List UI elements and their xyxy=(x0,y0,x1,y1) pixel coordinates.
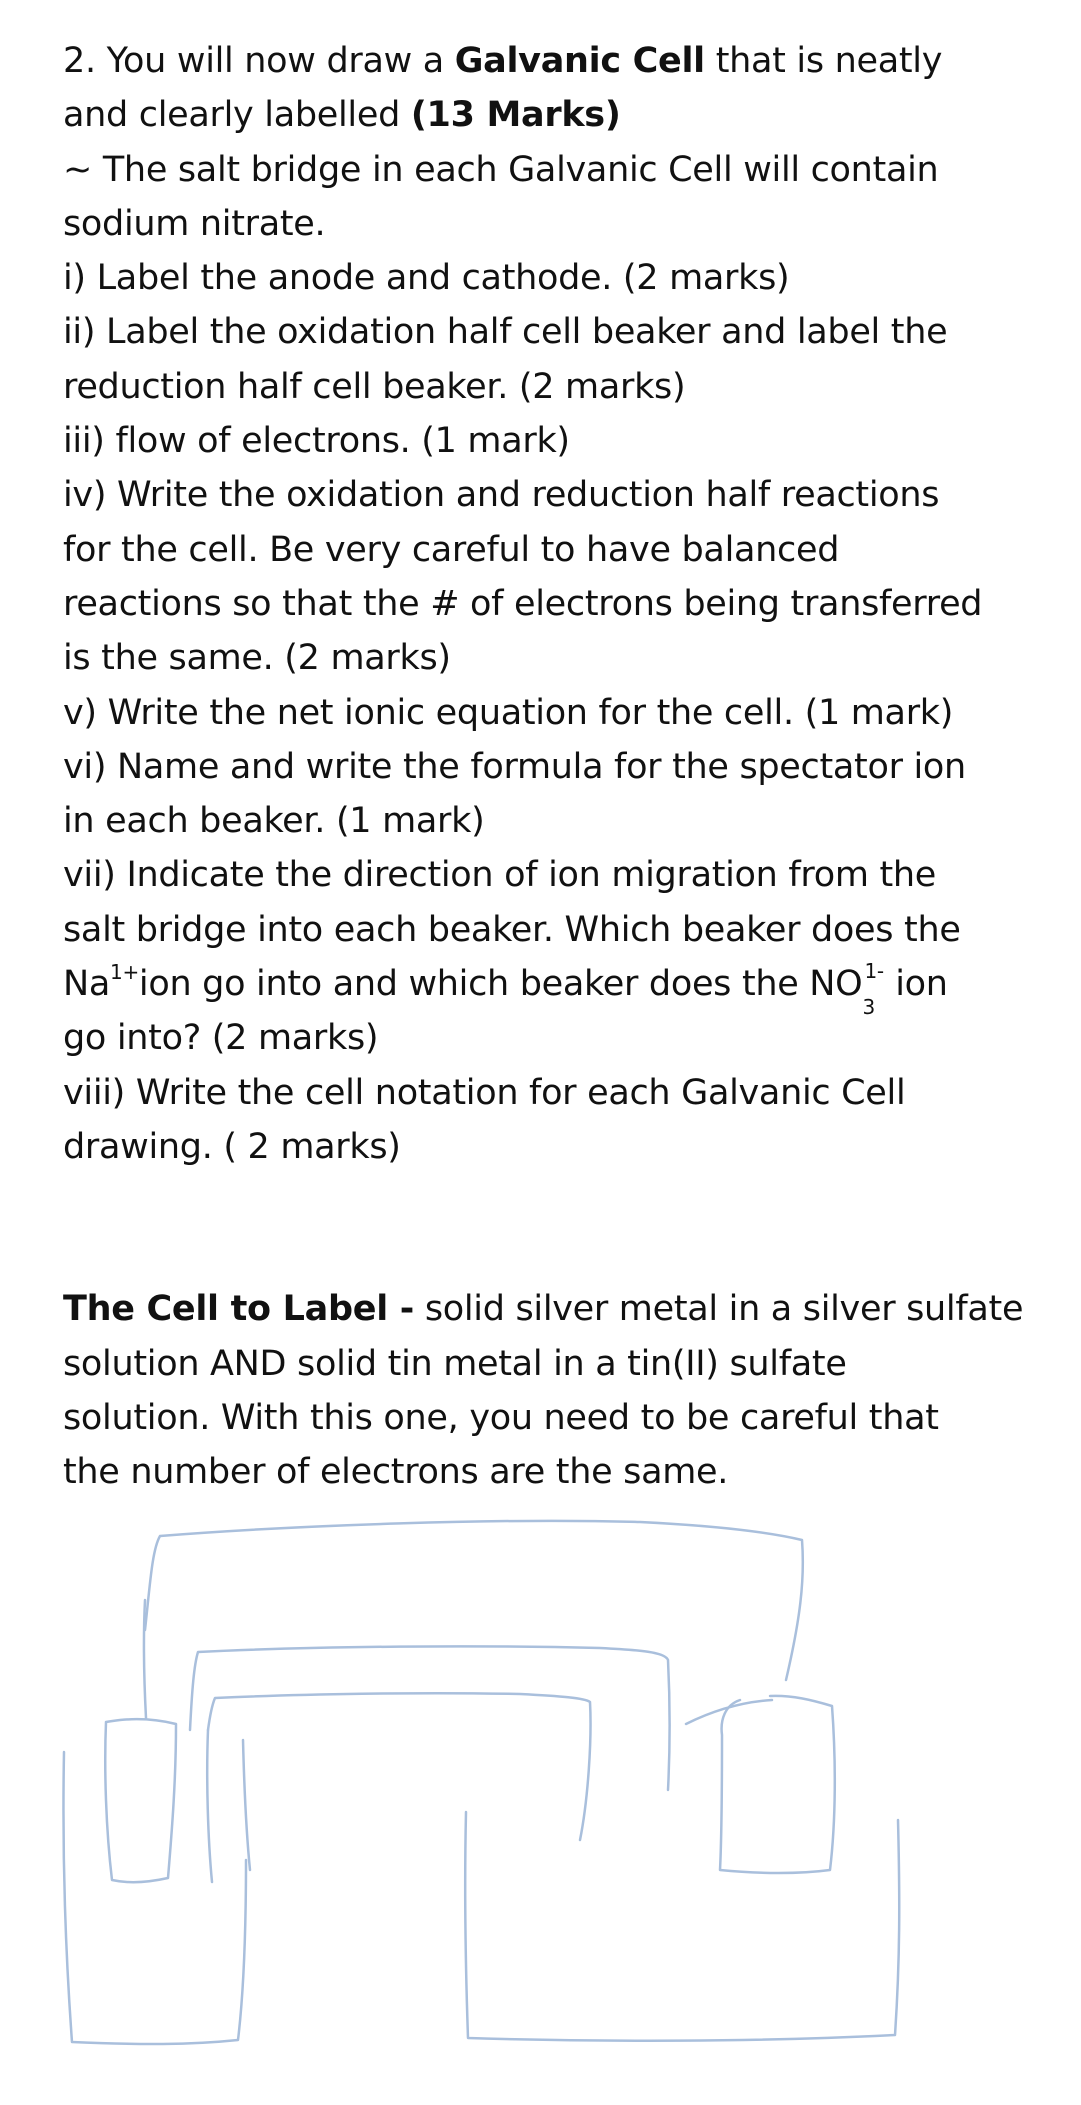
item-i: i) Label the anode and cathode. (2 marks) xyxy=(63,258,790,299)
item-ii-line2: reduction half cell beaker. (2 marks) xyxy=(63,366,686,407)
right-beaker xyxy=(465,1812,899,2041)
cell-to-label: The Cell to Label - solid silver metal in a silver sulfate xyxy=(63,1289,1024,1330)
nitrate-ion-charge: 1- xyxy=(864,959,884,984)
cell-to-label-heading: The Cell to Label - xyxy=(63,1289,414,1330)
item-v: v) Write the net ionic equation for the cell. (1 mark) xyxy=(63,692,954,733)
sodium-ion-charge: 1+ xyxy=(110,960,139,985)
nitrate-ion-subscript: 3 xyxy=(862,995,875,1020)
item-vii-line4: go into? (2 marks) xyxy=(63,1018,379,1059)
salt-bridge-left-leg xyxy=(207,1730,212,1882)
worksheet-content xyxy=(63,34,1053,1499)
question-intro-line2: and clearly labelled (13 Marks) xyxy=(63,95,621,136)
question-number: 2. xyxy=(63,41,96,81)
galvanic-cell-term: Galvanic Cell xyxy=(454,41,705,81)
item-iv-line2: for the cell. Be very careful to have balanced xyxy=(63,529,840,570)
salt-bridge-note: ~ The salt bridge in each Galvanic Cell will contain xyxy=(63,149,939,190)
galvanic-cell-sketch xyxy=(0,1490,1081,2105)
right-electrode-wire xyxy=(686,1700,772,1724)
left-electrode xyxy=(105,1719,176,1882)
item-iv-line4: is the same. (2 marks) xyxy=(63,638,451,679)
right-electrode xyxy=(720,1696,835,1873)
item-viii: viii) Write the cell notation for each Galvanic Cell xyxy=(63,1072,906,1113)
item-ii: ii) Label the oxidation half cell beaker and label the xyxy=(63,312,948,353)
salt-bridge-left-leg-outer xyxy=(243,1740,250,1870)
left-beaker xyxy=(63,1752,246,2044)
item-viii-line2: drawing. ( 2 marks) xyxy=(63,1126,401,1167)
item-iii: iii) flow of electrons. (1 mark) xyxy=(63,421,570,462)
salt-bridge-outer xyxy=(190,1646,670,1790)
item-iv-line3: reactions so that the # of electrons being transferred xyxy=(63,583,983,624)
spacer xyxy=(63,1174,1053,1282)
total-marks: (13 Marks) xyxy=(410,95,621,136)
question-intro: 2. You will now draw a Galvanic Cell that is neatly xyxy=(63,41,943,81)
item-vii-line2: salt bridge into each beaker. Which beaker does the xyxy=(63,909,961,950)
item-vi-line2: in each beaker. (1 mark) xyxy=(63,801,485,842)
salt-bridge-note-line2: sodium nitrate. xyxy=(63,203,326,244)
outer-wire-stroke xyxy=(145,1521,803,1680)
salt-bridge-inner xyxy=(208,1693,591,1840)
item-vii-line3: $Na^{1+}ion$ go into and which beaker does the NO 1- 3 ion xyxy=(63,959,948,1020)
sodium-ion-symbol: Na xyxy=(63,964,111,1005)
cell-to-label-line2: solution AND solid tin metal in a tin(II) sulfate xyxy=(63,1343,847,1384)
cell-to-label-line4: the number of electrons are the same. xyxy=(63,1452,729,1493)
cell-to-label-line3: solution. With this one, you need to be careful that xyxy=(63,1397,939,1438)
item-vi: vi) Name and write the formula for the spectator ion xyxy=(63,746,966,787)
item-iv: iv) Write the oxidation and reduction half reactions xyxy=(63,475,940,516)
item-vii: vii) Indicate the direction of ion migration from the xyxy=(63,855,936,896)
